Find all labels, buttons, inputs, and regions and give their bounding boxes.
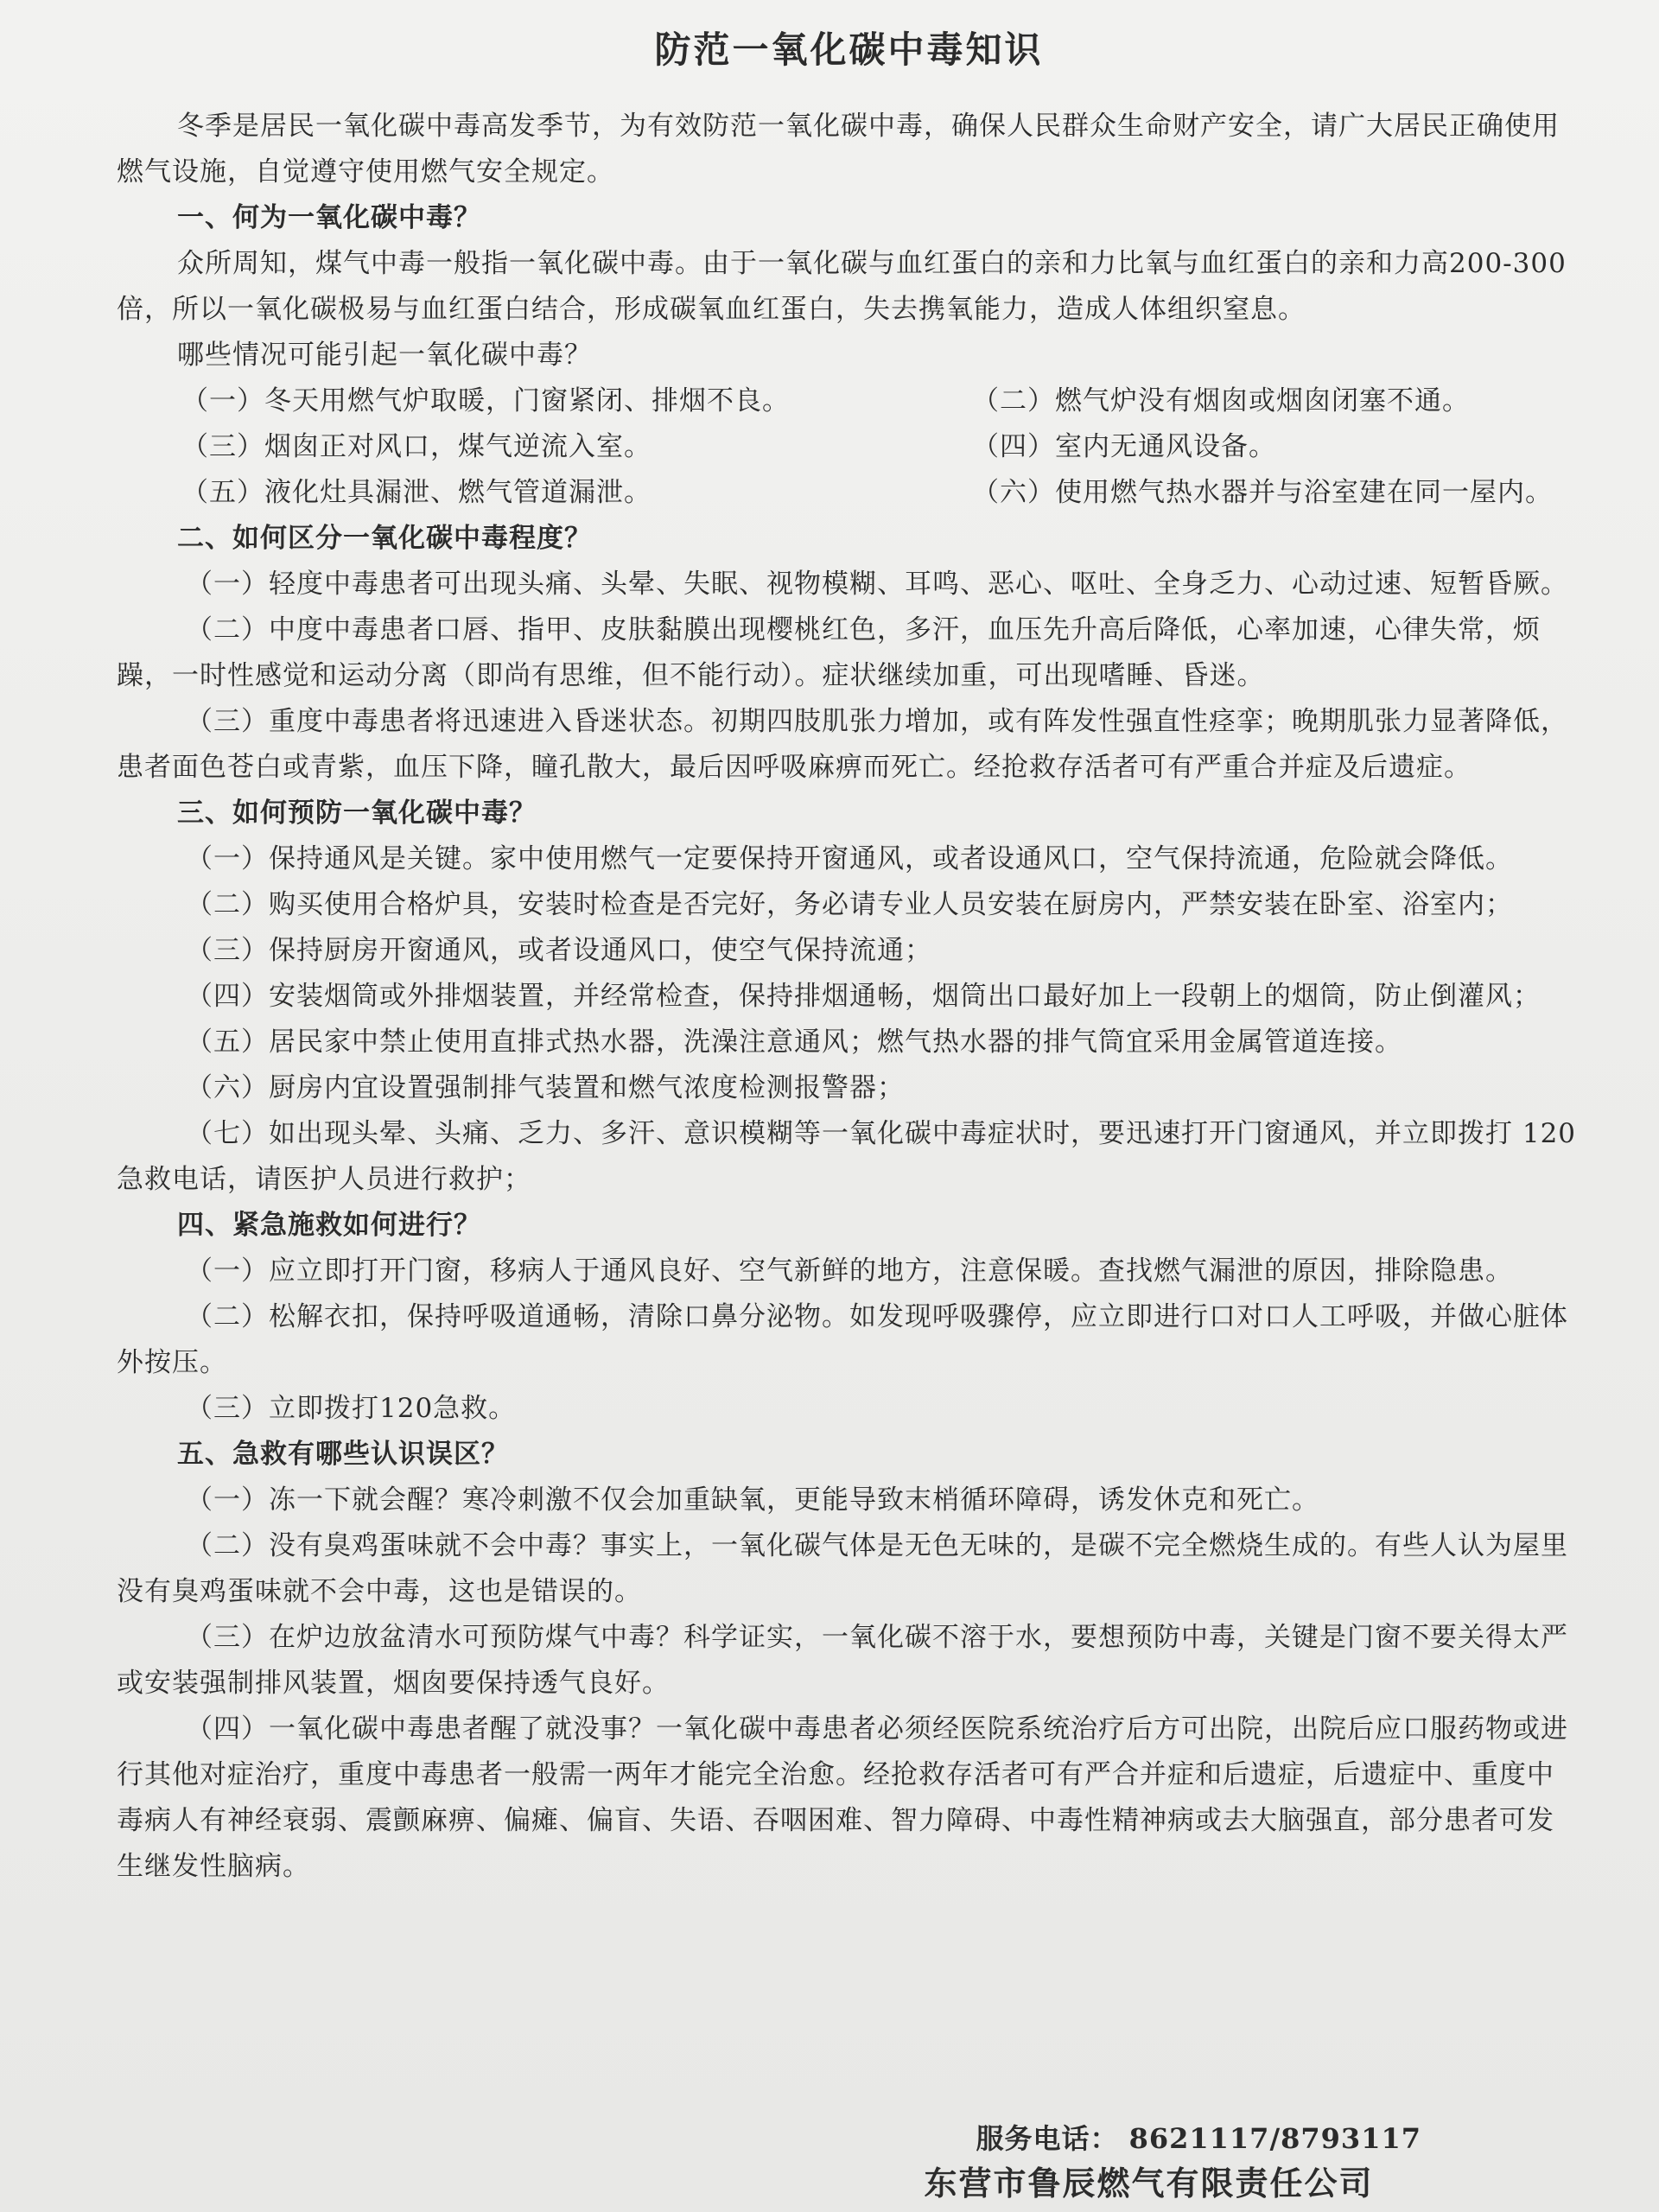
section-3-heading: 三、如何预防一氧化碳中毒？ (177, 798, 537, 829)
prevention-item: （七）如出现头晕、头痛、乏力、多汗、意识模糊等一氧化碳中毒症状时，要迅速打开门窗通风，并立即拨打 120 急救电话，请医护人员进行救护； (117, 1118, 1577, 1195)
prevention-item: （四）安装烟筒或外排烟装置，并经常检查，保持排烟通畅，烟筒出口最好加上一段朝上的烟筒，防止倒灌风； (186, 981, 1541, 1012)
section-1-paragraph: 众所周知，煤气中毒一般指一氧化碳中毒。由于一氧化碳与血红蛋白的亲和力比氧与血红蛋白的亲和力高200-300倍，所以一氧化碳极易与血红蛋白结合，形成碳氧血红蛋白，失去携氧能力，造成人体组织窒息。 (117, 248, 1567, 325)
cause-item: （三）烟囱正对风口，煤气逆流入室。 (181, 431, 652, 462)
rescue-item: （二）松解衣扣，保持呼吸道通畅，清除口鼻分泌物。如发现呼吸骤停，应立即进行口对口人工呼吸，并做心脏体外按压。 (117, 1301, 1568, 1378)
misconception-item: （三）在炉边放盆清水可预防煤气中毒？科学证实，一氧化碳不溶于水，要想预防中毒，关键是门窗不要关得太严或安装强制排风装置，烟囱要保持透气良好。 (117, 1622, 1568, 1699)
cause-item: （二）燃气炉没有烟囱或烟囱闭塞不通。 (972, 385, 1470, 416)
severity-item: （二）中度中毒患者口唇、指甲、皮肤黏膜出现樱桃红色，多汗，血压先升高后降低，心率加速，心律失常，烦躁，一时性感觉和运动分离（即尚有思维，但不能行动）。症状继续加重，可出现嗜睡、昏迷。 (117, 614, 1541, 691)
cause-item: （四）室内无通风设备。 (972, 431, 1276, 462)
cause-item: （五）液化灶具漏泄、燃气管道漏泄。 (181, 477, 652, 508)
intro-paragraph: 冬季是居民一氧化碳中毒高发季节，为有效防范一氧化碳中毒，确保人民群众生命财产安全，请广大居民正确使用燃气设施，自觉遵守使用燃气安全规定。 (117, 111, 1560, 188)
causes-list (117, 378, 1581, 516)
causes-question: 哪些情况可能引起一氧化碳中毒？ (177, 340, 592, 371)
misconception-item: （一）冻一下就会醒？寒冷刺激不仅会加重缺氧，更能导致末梢循环障碍，诱发休克和死亡。 (186, 1484, 1319, 1516)
footer-block (924, 2117, 1421, 2207)
misconception-item: （四）一氧化碳中毒患者醒了就没事？一氧化碳中毒患者必须经医院系统治疗后方可出院，出院后应口服药物或进行其他对症治疗，重度中毒患者一般需一两年才能完全治愈。经抢救存活者可有严合并症和后遗症，后遗症中、重度中毒病人有神经衰弱、震颤麻痹、偏瘫、偏盲、失语、吞咽困难、智力障碍、中毒性精神病或去大脑强直，部分患者可发生继发性脑病。 (117, 1713, 1568, 1882)
cause-item: （一）冬天用燃气炉取暖，门窗紧闭、排烟不良。 (181, 385, 790, 416)
section-1-heading: 一、何为一氧化碳中毒？ (177, 202, 481, 233)
section-4-heading: 四、紧急施救如何进行？ (177, 1210, 481, 1241)
prevention-item: （五）居民家中禁止使用直排式热水器，洗澡注意通风；燃气热水器的排气筒宜采用金属管道连接。 (186, 1027, 1402, 1058)
prevention-item: （二）购买使用合格炉具，安装时检查是否完好，务必请专业人员安装在厨房内，严禁安装在卧室、浴室内； (186, 889, 1513, 920)
rescue-item: （一）应立即打开门窗，移病人于通风良好、空气新鲜的地方，注意保暖。查找燃气漏泄的原因，排除隐患。 (186, 1255, 1513, 1287)
document-title: 防范一氧化碳中毒知识 (654, 29, 1044, 71)
prevention-item: （三）保持厨房开窗通风，或者设通风口，使空气保持流通； (186, 935, 932, 966)
misconception-item: （二）没有臭鸡蛋味就不会中毒？事实上，一氧化碳气体是无色无味的，是碳不完全燃烧生成的。有些人认为屋里没有臭鸡蛋味就不会中毒，这也是错误的。 (117, 1530, 1568, 1607)
section-5-heading: 五、急救有哪些认识误区？ (177, 1439, 509, 1470)
severity-item: （一）轻度中毒患者可出现头痛、头晕、失眠、视物模糊、耳鸣、恶心、呕吐、全身乏力、心动过速、短暂昏厥。 (186, 569, 1568, 600)
prevention-item: （一）保持通风是关键。家中使用燃气一定要保持开窗通风，或者设通风口，空气保持流通，危险就会降低。 (186, 843, 1513, 874)
severity-item: （三）重度中毒患者将迅速进入昏迷状态。初期四肢肌张力增加，或有阵发性强直性痉挛；晚期肌张力显著降低，患者面色苍白或青紫，血压下降，瞳孔散大，最后因呼吸麻痹而死亡。经抢救存活者可有严重合并症及后遗症。 (117, 706, 1568, 783)
cause-item: （六）使用燃气热水器并与浴室建在同一屋内。 (972, 477, 1553, 508)
prevention-item: （六）厨房内宜设置强制排气装置和燃气浓度检测报警器； (186, 1072, 905, 1103)
section-2-heading: 二、如何区分一氧化碳中毒程度？ (177, 523, 592, 554)
rescue-item: （三）立即拨打120急救。 (186, 1393, 517, 1424)
company-name: 东营市鲁辰燃气有限责任公司 (924, 2164, 1374, 2202)
service-phone: 服务电话： 8621117/8793117 (976, 2122, 1421, 2155)
